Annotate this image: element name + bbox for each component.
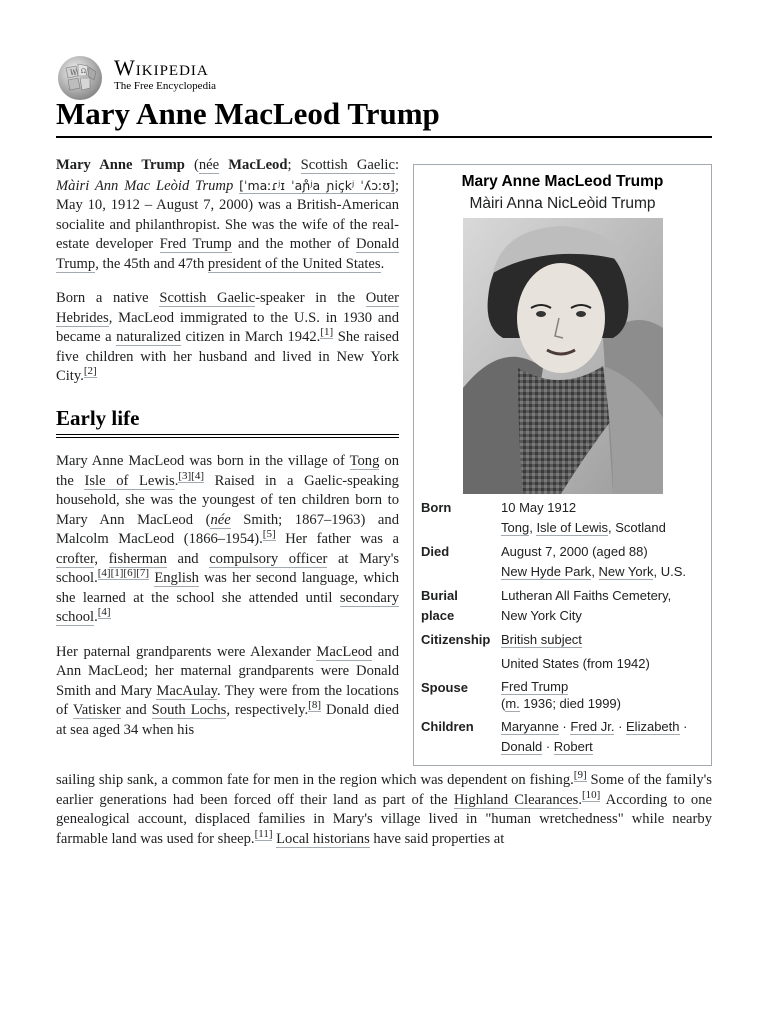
gaelic-name: Màiri Ann Mac Leòid Trump	[56, 177, 234, 194]
died-label: Died	[421, 544, 450, 559]
child-link-fred-jr[interactable]: Fred Jr.	[570, 719, 615, 734]
citation-4-1-6-7[interactable]: [4][1][6][7]	[97, 567, 150, 580]
donald-trump-link[interactable]: Donald Trump	[56, 236, 400, 272]
infobox-native-name: Màiri Anna NicLeòid Trump	[469, 195, 656, 212]
scottish-gaelic-speaker-link[interactable]: Scottish Gaelic	[159, 290, 256, 306]
outer-hebrides-link[interactable]: Outer Hebrides	[56, 290, 399, 326]
child-link-donald[interactable]: Donald	[501, 738, 543, 754]
tong-link[interactable]: Tong	[501, 519, 530, 535]
infobox-row-citizenship	[414, 630, 711, 673]
infobox-row-born	[414, 498, 711, 537]
citation-8[interactable]: [8]	[308, 699, 321, 712]
citation-2[interactable]: [2]	[83, 365, 97, 378]
macleod-link[interactable]: MacLeod	[316, 643, 373, 660]
vatisker-link[interactable]: Vatisker	[72, 702, 121, 718]
born-value: 10 May 1912 Tong, Isle of Lewis, Scotland	[501, 498, 705, 537]
president-link[interactable]: president of the United States	[207, 255, 381, 272]
children-label: Children	[421, 719, 474, 734]
citation-3-4[interactable]: [3][4]	[178, 469, 204, 482]
citation-9[interactable]: [9]	[573, 769, 587, 782]
died-value: August 7, 2000 (aged 88) New Hyde Park, New York, U.S.	[501, 542, 705, 581]
crofter-link[interactable]: crofter	[56, 550, 95, 567]
born-date: 10 May 1912	[501, 500, 577, 515]
citizenship-label: Citizenship	[421, 632, 491, 647]
married-abbr-link[interactable]: m.	[505, 696, 520, 711]
south-lochs-link[interactable]: South Lochs	[151, 702, 227, 718]
early-life-paragraph-2-continued: sailing ship sank, a common fate for men in the region which was dependent on fishing.[9] Some of the family's earlier generations had been forced off their land as part of the Highland Clearances.[10] According to one genealogical account, displaced families in Mary's village lived in "human wretchedness" while nearby farmable land was used for sheep.[11] Local historians have said properties at	[56, 769, 712, 847]
page-title: Mary Anne MacLeod Trump	[56, 96, 440, 131]
died-date: August 7, 2000 (aged 88)	[501, 544, 648, 559]
burial-value: Lutheran All Faiths Cemetery, New York City	[501, 588, 672, 623]
infobox	[413, 164, 712, 766]
new-york-link[interactable]: New York	[598, 563, 654, 579]
isle-of-lewis-link[interactable]: Isle of Lewis	[84, 472, 175, 489]
macaulay-link[interactable]: MacAulay	[156, 682, 218, 699]
fisherman-link[interactable]: fisherman	[108, 550, 167, 567]
intro-paragraph-1: Mary Anne Trump (née MacLeod; Scottish Gaelic: Màiri Ann Mac Leòid Trump [ˈmaːɾʲɪ ˈaɲ̊ʲa ɲiçkʲ ˈʎɔːʊ]; May 10, 1912 – August 7, 2000) was a British-American socialite and philanthropist. She was the wife of the real-estate developer Fred Trump and the mother of Donald Trump, the 45th and 47th president of the United States.	[56, 157, 400, 272]
section-heading-early-life: Early life	[56, 409, 399, 436]
infobox-row-children	[414, 717, 711, 756]
born-label: Born	[421, 500, 452, 515]
svg-text:Ω: Ω	[81, 68, 86, 75]
infobox-row-spouse	[414, 678, 711, 712]
spouse-value: Fred Trump (m. 1936; died 1999)	[501, 679, 621, 711]
nee-link[interactable]: née	[210, 511, 231, 528]
infobox-row-died	[414, 542, 711, 581]
svg-text:W: W	[70, 69, 78, 77]
highland-clearances-link[interactable]: Highland Clearances	[453, 791, 579, 808]
citation-1[interactable]: [1]	[320, 326, 334, 339]
citizenship-value: British subject United States (from 1942)	[501, 632, 650, 671]
intro-paragraph-2: Born a native Scottish Gaelic-speaker in the Outer Hebrides, MacLeod immigrated to the U.S. in 1930 and became a naturalized citizen in March 1942.[1] She raised five children with her husband and lived in New York City.[2]	[56, 290, 399, 384]
fred-trump-link[interactable]: Fred Trump	[501, 679, 569, 694]
title-divider	[56, 136, 712, 138]
ipa-pronunciation-link[interactable]: [ˈmaːɾʲɪ ˈaɲ̊ʲa ɲiçkʲ ˈʎɔːʊ]	[239, 177, 395, 193]
nee-link[interactable]: née	[198, 157, 220, 173]
child-link-maryanne[interactable]: Maryanne	[501, 719, 559, 734]
infobox-title: Mary Anne MacLeod Trump	[461, 173, 664, 190]
citation-10[interactable]: [10]	[581, 788, 601, 801]
child-link-robert[interactable]: Robert	[553, 738, 593, 754]
tong-link[interactable]: Tong	[349, 453, 380, 469]
spouse-label: Spouse	[421, 680, 468, 695]
site-wordmark[interactable]: Wikipedia	[114, 55, 209, 80]
secondary-school-link[interactable]: secondary school	[56, 589, 399, 625]
article-left-column	[56, 156, 399, 740]
compulsory-officer-link[interactable]: compulsory officer	[209, 550, 328, 567]
section-divider	[56, 437, 399, 438]
bold-maiden-name: MacLeod	[228, 157, 288, 173]
scottish-gaelic-link[interactable]: Scottish Gaelic	[300, 157, 395, 173]
wikipedia-globe-logo[interactable]	[56, 54, 104, 102]
isle-of-lewis-link[interactable]: Isle of Lewis	[536, 519, 608, 535]
infobox-fields	[414, 498, 711, 761]
new-hyde-park-link[interactable]: New Hyde Park	[501, 563, 592, 579]
naturalized-link[interactable]: naturalized	[116, 329, 181, 345]
infobox-row-burial	[414, 586, 711, 625]
site-tagline: The Free Encyclopedia	[114, 80, 217, 92]
english-link[interactable]: English	[154, 570, 199, 586]
early-life-paragraph-1: Mary Anne MacLeod was born in the village of Tong on the Isle of Lewis.[3][4] Raised in a Gaelic-speaking household, she was the youngest of ten children born to Mary Ann MacLeod (née Smith; 1867–1963) and Malcolm MacLeod (1866–1954).[5] Her father was a crofter, fisherman and compulsory officer at Mary's school.[4][1][6][7] English was her second language, which she learned at the school she attended until secondary school.[4]	[56, 453, 399, 625]
local-historians-link[interactable]: Local historians	[276, 830, 370, 847]
bold-name: Mary Anne Trump	[56, 157, 185, 173]
early-life-paragraph-2: Her paternal grandparents were Alexander MacLeod and Ann MacLeod; her maternal grandparents were Donald Smith and Mary MacAulay. They were from the locations of Vatisker and South Lochs, respectively.[8] Donald died at sea aged 34 when his	[56, 643, 399, 738]
fred-trump-link[interactable]: Fred Trump	[159, 236, 232, 252]
child-link-elizabeth[interactable]: Elizabeth	[626, 719, 680, 734]
children-value: Maryanne · Fred Jr. · Elizabeth · Donald · Robert	[501, 719, 688, 754]
burial-label: Burial place	[421, 588, 458, 623]
portrait-photo[interactable]	[463, 218, 663, 494]
citation-5[interactable]: [5]	[262, 528, 276, 541]
citation-4b[interactable]: [4]	[97, 606, 111, 619]
article-wide-continuation	[56, 771, 712, 849]
british-subject-link[interactable]: British subject	[501, 632, 582, 647]
citation-11[interactable]: [11]	[254, 827, 273, 840]
